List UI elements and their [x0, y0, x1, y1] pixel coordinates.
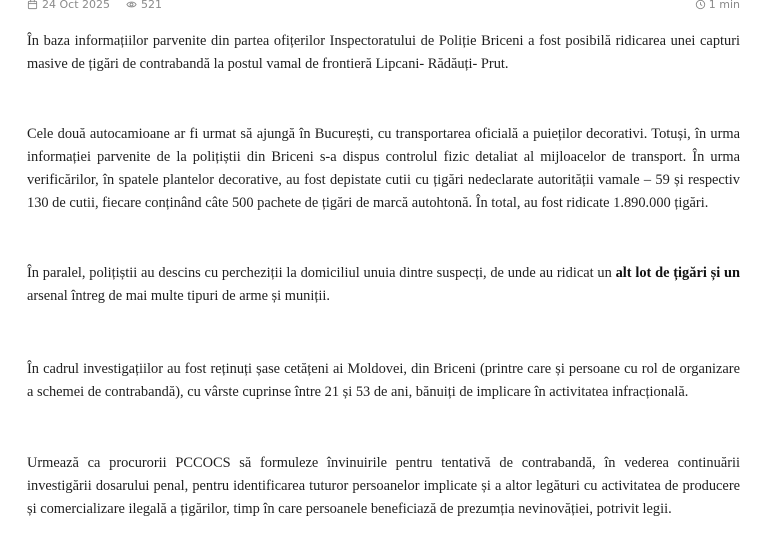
article-paragraph-1: În baza informațiilor parvenite din partea ofițerilor Inspectoratului de Poliție Briceni a fost posibilă ridicarea unei capturi masive de țigări de contrabandă la postul vamal de frontieră Lipcani- Rădăuți- Prut. — [27, 33, 740, 72]
article-paragraph-4: În cadrul investigațiilor au fost reținuți șase cetățeni ai Moldovei, din Briceni (printre care și persoane cu rol de organizare a schemei de contrabandă), cu vârste cuprinse între 21 și 53 de ani, bănuiți de implicare în activitatea infracțională. — [27, 361, 740, 400]
article-meta-left — [27, 0, 162, 11]
clock-icon — [695, 0, 706, 10]
paragraph-3-text-start: În paralel, polițiștii au descins cu percheziții la domiciliul unuia dintre suspecți, de unde au ridicat un — [27, 265, 616, 281]
article-paragraph-5: Urmează ca procurorii PCCOCS să formuleze învinuirile pentru tentativă de contrabandă, în vederea continuării investigării dosarului penal, pentru identificarea tuturor persoanelor implicate și a altor legături cu activitatea de producere și comercializare ilegală a țigărilor, timp în care persoanele beneficiază de prezumția nevinovăției, potrivit legii. — [27, 455, 740, 517]
read-time: 1 min — [708, 0, 740, 11]
article-paragraph-2: Cele două autocamioane ar fi urmat să ajungă în București, cu transportarea oficială a puieților decorativi. Totuși, în urma informației parvenite de la polițiștii din Briceni s-a dispus controlul fizic detaliat al mijloacelor de transport. În urma verificărilor, în spatele plantelor decorative, au fost depistate cutii cu țigări nedeclarate autorității vamale – 59 și respectiv 130 de cutii, fiecare conținând câte 500 pachete de țigări de marcă autohtonă. În total, au fost ridicate 1.890.000 țigări. — [27, 126, 740, 211]
paragraph-3-text-end: arsenal întreg de mai multe tipuri de arme și muniții. — [27, 288, 330, 304]
eye-icon — [126, 0, 137, 10]
article-meta-bar — [27, 0, 740, 14]
article-meta-right — [695, 0, 740, 11]
article-paragraph-3 — [27, 262, 740, 308]
publish-date: 24 Oct 2025 — [42, 0, 111, 11]
paragraph-3-bold-text: alt lot de țigări și un — [615, 265, 740, 281]
view-count: 521 — [141, 0, 163, 11]
calendar-icon — [27, 0, 38, 10]
